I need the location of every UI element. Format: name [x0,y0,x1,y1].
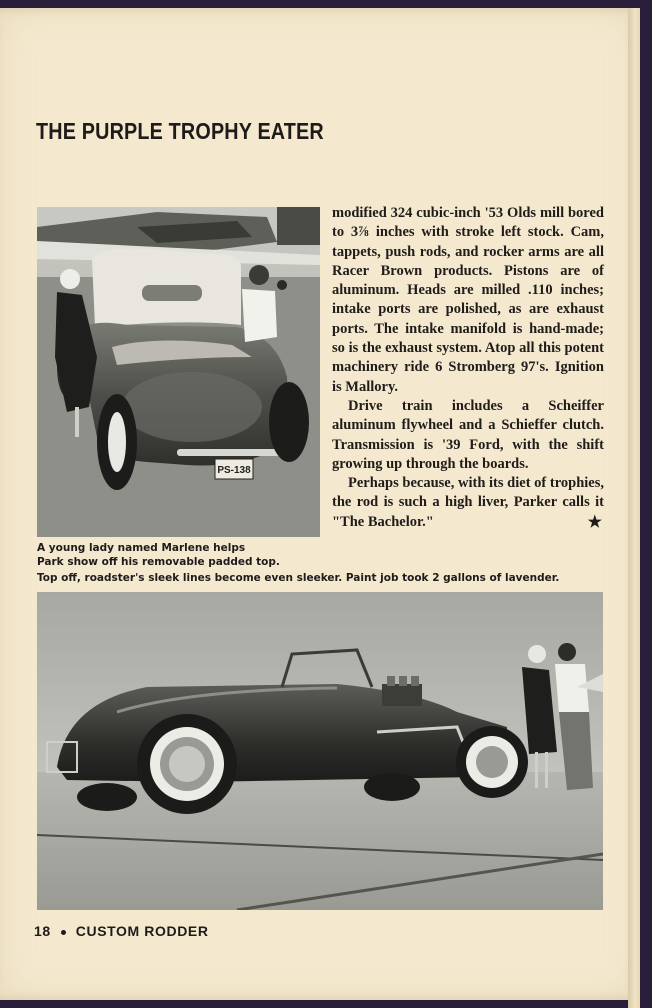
bullet-separator-icon [61,930,66,935]
page-gutter [628,8,640,1008]
article-body [332,204,604,532]
photo-roadster-padded-top [37,207,320,537]
page-number: 18 [34,923,51,939]
photo-caption-top [37,541,307,569]
article-title: THE PURPLE TROPHY EATER [36,118,324,144]
page-footer [34,923,209,939]
end-mark-star-icon: ★ [587,513,602,531]
photo-caption-bottom: Top off, roadster's sleek lines become even sleeker. Paint job took 2 gallons of lavender. [37,572,560,584]
photo-roadster-top-off [37,592,603,910]
paragraph-2: Drive train includes a Scheiffer aluminum flywheel and a Schieffer clutch. Transmission is '39 Ford, with the shift growing up through the boards. [332,397,604,472]
paragraph-3-text: Perhaps because, with its diet of trophies, the rod is such a high liver, Parker calls it "The Bachelor." [332,475,604,530]
magazine-name: CUSTOM RODDER [75,923,209,939]
license-plate-text: PS-138 [217,465,251,476]
paragraph-1: modified 324 cubic-inch '53 Olds mill bored to 3⅞ inches with stroke left stock. Cam, tappets, push rods, and rocker arms are all Racer Brown products. Pistons are of aluminum. Heads are milled .110 inches; intake ports are polished, as are exhaust ports. The intake manifold is hand-made; so is the exhaust system. Atop all this potent machinery ride 6 Stromberg 97's. Ignition is Mallory. [332,205,604,395]
paragraph-3 [332,474,604,532]
caption-top-line-2: Park show off his removable padded top. [37,556,280,568]
caption-top-line-1: A young lady named Marlene helps [37,542,246,554]
